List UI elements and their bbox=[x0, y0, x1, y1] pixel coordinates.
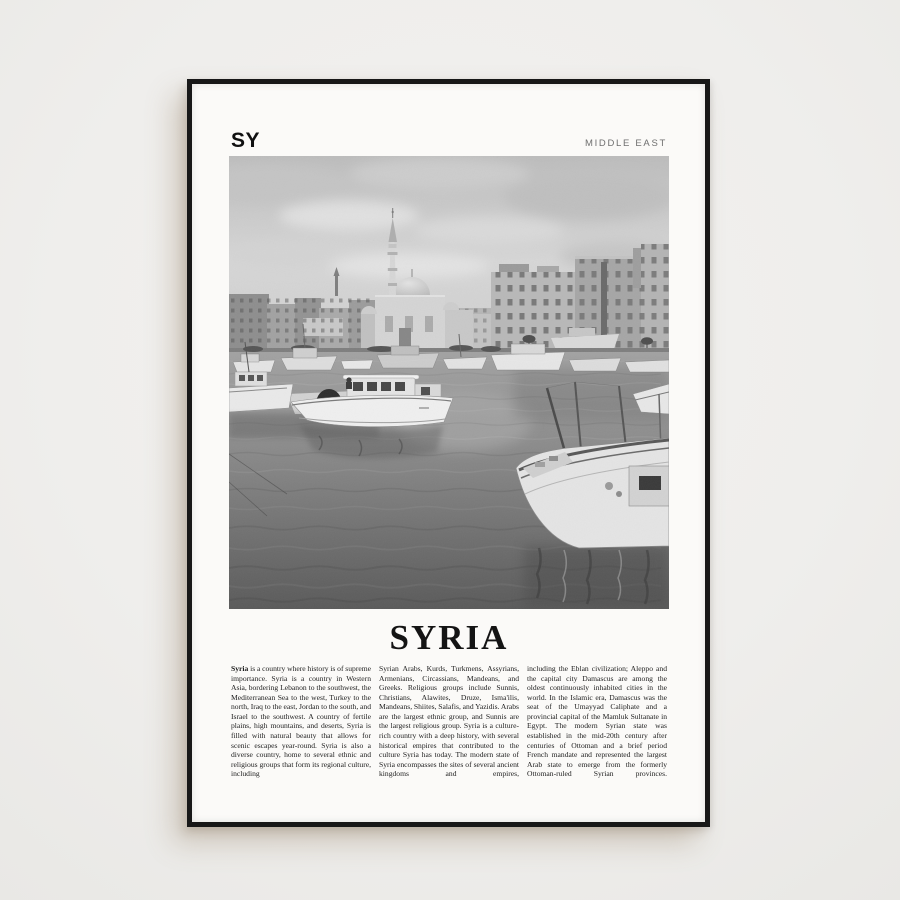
region-label: MIDDLE EAST bbox=[584, 137, 667, 149]
poster bbox=[192, 84, 705, 822]
film-grain-overlay bbox=[229, 156, 669, 609]
body-column-1-text: is a country where history is of supreme importance. Syria is a country in Western Asia, bordering Lebanon to the southwest, the Mediterranean Sea to the west, Turkey to the north, Iraq to the east, Jordan to the south, and Israel to the southwest. A country of fertile plains, high mountains, and deserts, Syria is filled with natural beauty that allows for scenic escapes year-round. Syria is also a diverse country, home to several ethnic and religious groups that form its regional culture, including bbox=[231, 664, 371, 779]
picture-frame bbox=[187, 79, 710, 827]
poster-header bbox=[231, 130, 667, 151]
harbour-photo bbox=[229, 156, 669, 609]
body-column-2: Syrian Arabs, Kurds, Turkmens, Assyrians, Armenians, Circassians, Mandeans, and Greeks. Religious groups include Sunnis, Christians, Alawites, Druze, Isma'ilis, Mandeans, Shiites, Salafis, and Yazidis. Arabs are the largest ethnic group, and Sunnis are the largest religious group. Syria is a culture-rich country with a deep history, with several historical empires that contributed to the culture Syria has today. The modern state of Syria encompasses the sites of several ancient kingdoms and empires, bbox=[379, 664, 519, 779]
country-code-label: SY bbox=[231, 129, 261, 152]
body-column-1 bbox=[231, 664, 371, 779]
poster-body bbox=[231, 664, 667, 779]
body-column-3: including the Eblan civilization; Aleppo and the capital city Damascus are among the oldest continuously inhabited cities in the world. In the Islamic era, Damascus was the seat of the Umayyad Caliphate and a provincial capital of the Mamluk Sultanate in Egypt. The modern Syrian state was established in the mid-20th century after centuries of Ottoman and a brief period French mandate and represented the largest Arab state to emerge from the formerly Ottoman-ruled Syrian provinces. bbox=[527, 664, 667, 779]
body-lead-word: Syria bbox=[231, 664, 249, 673]
poster-title: SYRIA bbox=[389, 618, 509, 657]
